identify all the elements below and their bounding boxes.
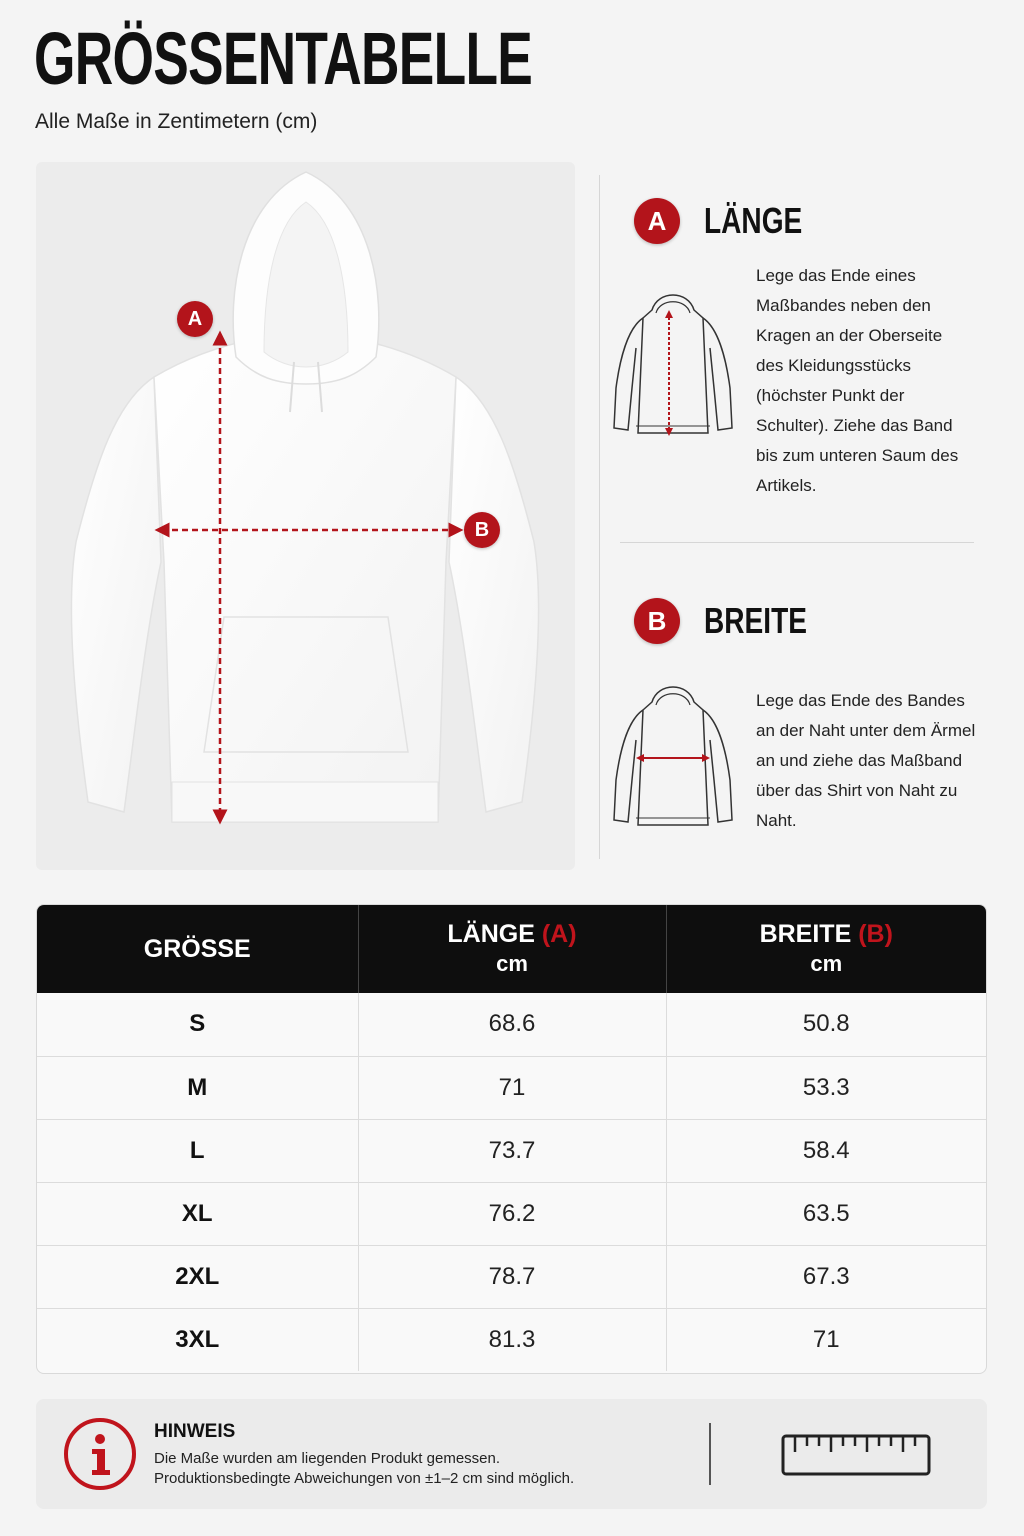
- length-cell: 71: [358, 1056, 666, 1119]
- size-cell: M: [37, 1056, 358, 1119]
- size-cell: S: [37, 993, 358, 1056]
- size-cell: 3XL: [37, 1308, 358, 1371]
- note-line-2: Produktionsbedingte Abweichungen von ±1–2 cm sind möglich.: [154, 1470, 575, 1487]
- note-text: [154, 1449, 574, 1489]
- length-cell: 78.7: [358, 1245, 666, 1308]
- length-cell: 76.2: [358, 1182, 666, 1245]
- table-header-row: [37, 905, 986, 993]
- hoodie-illustration: [36, 162, 575, 870]
- length-cell: 68.6: [358, 993, 666, 1056]
- size-cell: XL: [37, 1182, 358, 1245]
- header-width-unit: cm: [810, 951, 843, 976]
- table-row: [37, 1182, 986, 1245]
- size-table: [36, 904, 987, 1374]
- width-cell: 71: [812, 1325, 840, 1353]
- table-row: [37, 1119, 986, 1182]
- vertical-divider: [599, 175, 600, 859]
- section-b-title: BREITE: [704, 600, 807, 641]
- length-cell: 73.7: [358, 1119, 666, 1182]
- table-row: [37, 1308, 986, 1371]
- width-diagram-icon: [608, 680, 738, 830]
- section-a-text: Lege das Ende eines Maßbandes neben den Kragen an der Oberseite des Kleidungsstücks (höchster Punkt der Schulter). Ziehe das Band bis zum unteren Saum des Artikels.: [756, 266, 959, 495]
- header-length-tag: (A): [541, 920, 577, 948]
- size-cell: L: [37, 1119, 358, 1182]
- length-cell: 81.3: [358, 1308, 666, 1371]
- info-icon: [64, 1418, 136, 1490]
- horizontal-divider: [620, 542, 974, 543]
- size-cell: 2XL: [37, 1245, 358, 1308]
- note-line-1: Die Maße wurden am liegenden Produkt gemessen.: [154, 1450, 501, 1467]
- header-length-unit: cm: [496, 951, 528, 976]
- width-cell: 50.8: [802, 1010, 850, 1038]
- note-box: [36, 1399, 987, 1509]
- page-title: GRÖSSENTABELLE: [34, 17, 533, 100]
- header-length: LÄNGE (A) cm: [358, 905, 666, 993]
- note-title: HINWEIS: [154, 1421, 236, 1442]
- marker-a-badge: A: [177, 301, 213, 337]
- width-cell: 63.5: [802, 1199, 850, 1227]
- section-b-badge: B: [634, 598, 680, 644]
- section-a-title: LÄNGE: [704, 200, 803, 241]
- section-b-text: Lege das Ende des Bandes an der Naht unter dem Ärmel an und ziehe das Maßband über das Shirt von Naht zu Naht.: [756, 691, 976, 830]
- header-width: BREITE (B) cm: [666, 905, 986, 993]
- marker-b-badge: B: [464, 512, 500, 548]
- width-cell: 53.3: [802, 1073, 850, 1101]
- ruler-icon: [781, 1434, 931, 1476]
- length-diagram-icon: [608, 288, 738, 438]
- width-cell: 58.4: [802, 1136, 850, 1164]
- table-row: [37, 1245, 986, 1308]
- note-divider: [709, 1423, 711, 1485]
- header-width-tag: (B): [858, 920, 893, 948]
- page-subtitle: Alle Maße in Zentimetern (cm): [35, 110, 318, 133]
- table-row: [37, 1056, 986, 1119]
- table-row: [37, 993, 986, 1056]
- width-cell: 67.3: [802, 1262, 850, 1290]
- section-a-badge: A: [634, 198, 680, 244]
- header-size: GRÖSSE: [37, 905, 358, 993]
